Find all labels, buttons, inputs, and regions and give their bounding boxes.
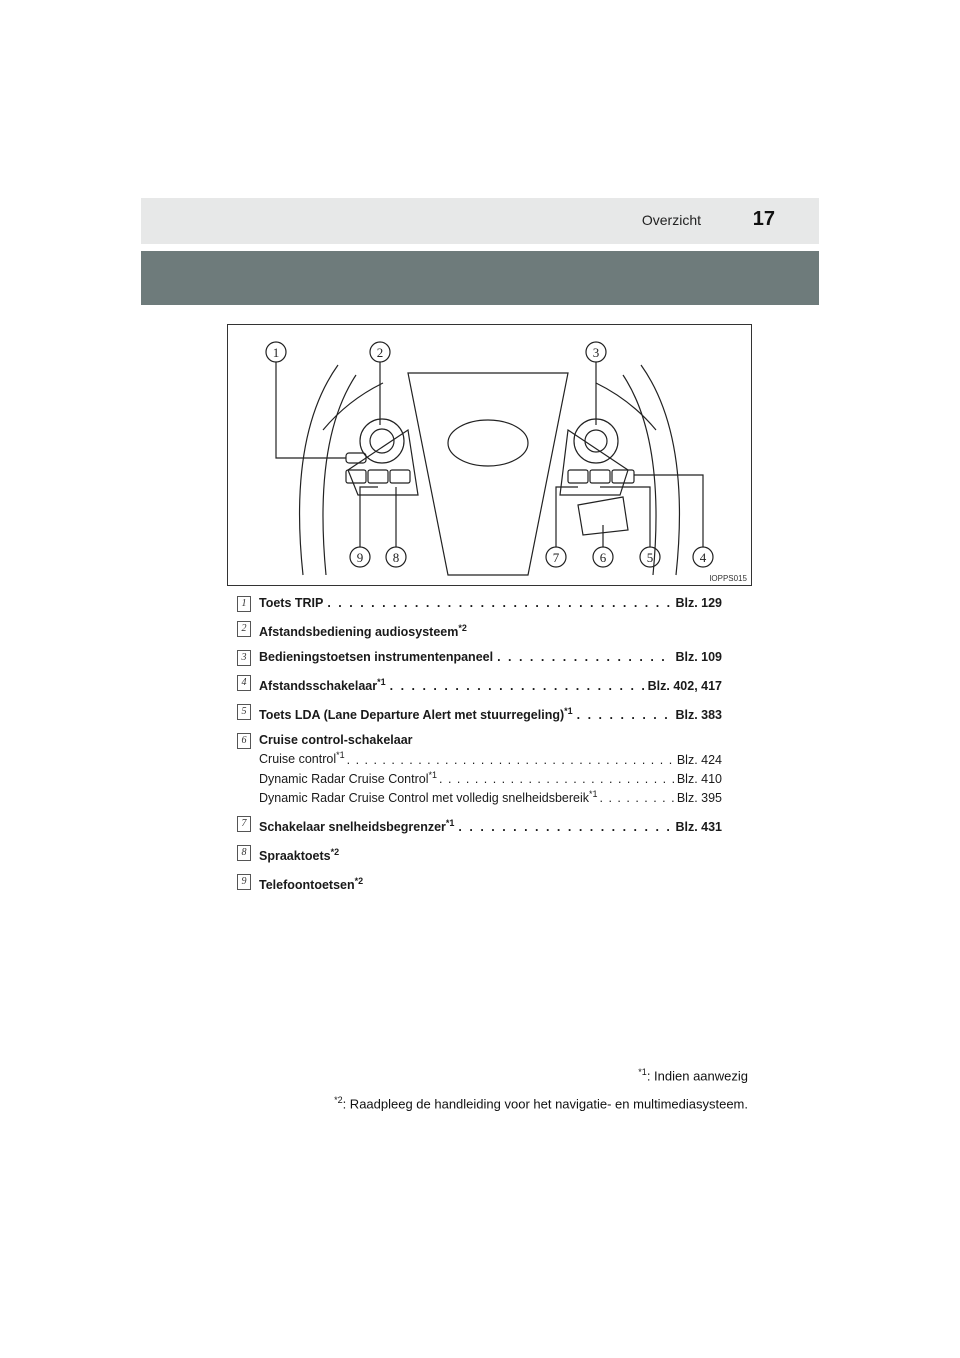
sub-label: Cruise control — [259, 752, 337, 767]
item-label: Telefoontoetsen — [259, 878, 355, 893]
sub-ref[interactable]: Blz. 424 — [676, 752, 722, 767]
meter-control-disc — [574, 419, 618, 463]
page-number: 17 — [752, 208, 775, 230]
item-number: 4 — [237, 675, 251, 691]
item-ref[interactable]: Blz. 431 — [675, 820, 722, 835]
item-number: 5 — [237, 704, 251, 720]
item-label: Toets LDA (Lane Departure Alert met stuurregeling) — [259, 708, 565, 723]
footnote — [334, 1088, 748, 1116]
item-label: Spraaktoets — [259, 849, 331, 864]
item-sup: *1 — [377, 677, 386, 688]
wheel-rim-left-outer — [300, 365, 338, 575]
figure-id: IOPPS015 — [709, 574, 747, 583]
item-label: Bedieningstoetsen instrumentenpaneel — [259, 650, 494, 665]
item-label: Toets TRIP — [259, 596, 324, 610]
legend-item — [237, 873, 722, 893]
callout-2: 2 — [376, 345, 384, 360]
item-number: 7 — [237, 816, 251, 832]
sub-sup: *1 — [336, 750, 345, 761]
legend-item — [237, 620, 722, 640]
item-ref[interactable]: Blz. 109 — [675, 650, 722, 665]
legend-list — [237, 595, 722, 902]
section-title: Overzicht — [641, 212, 701, 228]
callout-3: 3 — [592, 345, 600, 360]
callout-7: 7 — [552, 550, 560, 565]
phone-button-2 — [368, 470, 388, 483]
callout-8: 8 — [392, 550, 400, 565]
callout-4: 4 — [699, 550, 707, 565]
item-ref[interactable]: Blz. 129 — [675, 596, 722, 610]
wheel-rim-left-inner — [323, 375, 356, 575]
callout-circles — [266, 342, 713, 567]
legend-item — [237, 844, 722, 864]
limiter-button — [568, 470, 588, 483]
header-band — [141, 251, 819, 305]
item-number: 2 — [237, 621, 251, 637]
page-header — [141, 198, 819, 244]
sub-sup: *1 — [428, 769, 438, 780]
callout-6: 6 — [599, 550, 607, 565]
item-label: Schakelaar snelheidsbegrenzer — [259, 820, 446, 835]
footnote-text: : Indien aanwezig — [646, 1068, 748, 1084]
legend-item — [237, 649, 722, 665]
item-ref[interactable]: Blz. 383 — [675, 708, 722, 723]
footnote-text: : Raadpleeg de handleiding voor het navigatie- en multimediasysteem. — [342, 1096, 748, 1112]
voice-button — [390, 470, 410, 483]
item-sup: *2 — [458, 623, 467, 633]
sub-ref[interactable]: Blz. 395 — [676, 790, 722, 805]
footnote-mark: *1 — [638, 1067, 647, 1077]
legend-item — [237, 732, 722, 805]
item-sup: *2 — [354, 876, 364, 887]
legend-item — [237, 595, 722, 611]
legend-item — [237, 674, 722, 694]
item-label: Cruise control-schakelaar — [259, 733, 413, 748]
footnote — [334, 1060, 748, 1088]
callout-1: 1 — [272, 345, 280, 360]
item-sup: *2 — [330, 847, 340, 858]
item-number: 9 — [237, 874, 251, 890]
steering-wheel-figure — [227, 324, 752, 586]
callout-9: 9 — [356, 550, 364, 565]
distance-button — [612, 470, 634, 483]
item-ref[interactable]: Blz. 402, 417 — [647, 679, 722, 694]
footnote-mark: *2 — [334, 1095, 343, 1106]
sub-sup: *1 — [589, 788, 598, 799]
trip-button — [346, 453, 366, 463]
item-label: Afstandsbediening audiosysteem — [259, 625, 459, 640]
item-sup: *1 — [564, 706, 573, 717]
sub-ref[interactable]: Blz. 410 — [676, 771, 722, 786]
item-label: Afstandsschakelaar — [259, 679, 378, 694]
center-emblem — [448, 420, 528, 466]
sub-label: Dynamic Radar Cruise Control met volledig snelheidsbereik — [259, 790, 590, 805]
sub-label: Dynamic Radar Cruise Control — [259, 771, 429, 786]
lda-button — [590, 470, 610, 483]
item-number: 6 — [237, 733, 251, 749]
legend-item — [237, 703, 722, 723]
item-number: 3 — [237, 650, 251, 666]
wheel-rim-right-outer — [641, 365, 679, 575]
legend-item — [237, 815, 722, 835]
callout-5: 5 — [646, 550, 654, 565]
item-number: 8 — [237, 845, 251, 861]
steering-wheel-illustration — [228, 325, 751, 585]
footnotes — [334, 1060, 748, 1117]
item-number: 1 — [237, 596, 251, 612]
item-sup: *1 — [445, 817, 455, 828]
steering-hub — [408, 373, 568, 575]
